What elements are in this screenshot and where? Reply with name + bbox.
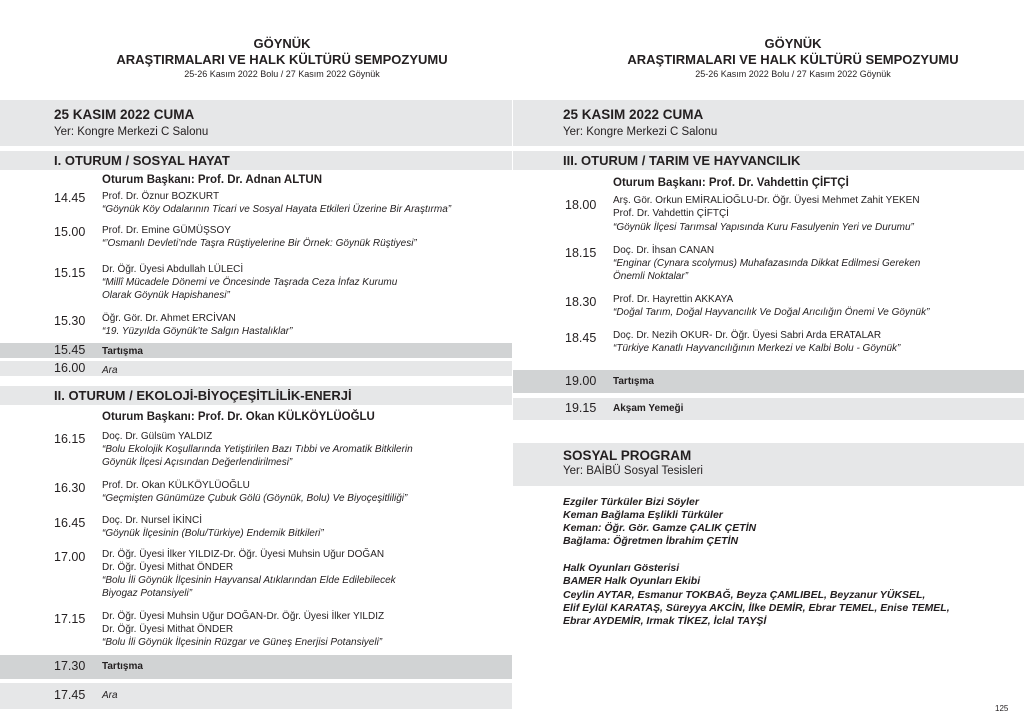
social-line: Halk Oyunları Gösterisi — [563, 562, 680, 574]
social-line: Ebrar AYDEMİR, Irmak TİKEZ, İclal TAYŞİ — [563, 615, 767, 627]
talk-speaker: Doç. Dr. İhsan CANAN — [613, 245, 715, 256]
header-line2: ARAŞTIRMALARI VE HALK KÜLTÜRÜ SEMPOZYUMU — [627, 52, 959, 67]
talk-title: “Bolu İli Göynük İlçesinin Hayvansal Atıklarından Elde Edilebilecek — [102, 575, 396, 586]
social-program-title: SOSYAL PROGRAM — [563, 448, 692, 463]
talk-title-cont: Önemli Noktalar” — [613, 271, 689, 282]
dinner-time: 19.15 — [565, 401, 597, 415]
talk-title-cont: Göynük İlçesi Açısından Değerlendirilmesi” — [102, 457, 293, 468]
talk-title: “Türkiye Kanatlı Hayvancılığının Merkezi ve Kalbi Bolu - Göynük” — [613, 343, 901, 354]
talk-time: 16.45 — [54, 516, 86, 530]
talk-title: “Geçmişten Günümüze Çubuk Gölü (Göynük, Bolu) Ve Biyoçeşitliliği” — [102, 493, 408, 504]
talk-title-cont: Biyogaz Potansiyeli” — [102, 588, 193, 599]
talk-speaker: Öğr. Gör. Dr. Ahmet ERCİVAN — [102, 313, 236, 324]
session1-chair: Oturum Başkanı: Prof. Dr. Adnan ALTUN — [102, 174, 323, 186]
talk-time: 15.30 — [54, 314, 86, 328]
talk-title: “’Osmanlı Devleti’nde Taşra Rüştiyelerine Bir Örnek: Göynük Rüştiyesi” — [102, 238, 417, 249]
left-page — [52, 0, 512, 727]
break-label: Ara — [102, 365, 118, 376]
session3-chair: Oturum Başkanı: Prof. Dr. Vahdettin ÇİFTÇİ — [613, 177, 849, 189]
discussion-label: Tartışma — [102, 661, 143, 672]
talk-time: 14.45 — [54, 191, 86, 205]
session2-title: II. OTURUM / EKOLOJİ-BİYOÇEŞİTLİLİK-ENERJİ — [54, 388, 352, 403]
talk-time: 16.15 — [54, 432, 86, 446]
talk-title: “Göynük Köy Odalarının Ticari ve Sosyal Hayata Etkileri Üzerine Bir Araştırma” — [102, 204, 452, 215]
session3-title: III. OTURUM / TARIM VE HAYVANCILIK — [563, 153, 801, 168]
social-line: Keman: Öğr. Gör. Gamze ÇALIK ÇETİN — [563, 522, 757, 534]
talk-speaker: Prof. Dr. Hayrettin AKKAYA — [613, 294, 734, 305]
talk-speaker-cont: Dr. Öğr. Üyesi Mithat ÖNDER — [102, 624, 234, 635]
date-heading: 25 KASIM 2022 CUMA — [54, 107, 195, 122]
talk-title: “Millî Mücadele Dönemi ve Öncesinde Taşrada Ceza İnfaz Kurumu — [102, 277, 398, 288]
page-number: 125 — [995, 704, 1009, 713]
discussion-time: 17.30 — [54, 659, 86, 673]
header-line1: GÖYNÜK — [253, 36, 311, 51]
talk-speaker: Dr. Öğr. Üyesi Abdullah LÜLECİ — [102, 264, 244, 275]
talk-title: “Enginar (Cynara scolymus) Muhafazasında Dikkat Edilmesi Gereken — [613, 258, 921, 269]
talk-speaker: Prof. Dr. Okan KÜLKÖYLÜOĞLU — [102, 480, 250, 491]
talk-time: 15.15 — [54, 266, 86, 280]
talk-time: 18.45 — [565, 331, 597, 345]
session2-chair: Oturum Başkanı: Prof. Dr. Okan KÜLKÖYLÜOĞLU — [102, 411, 375, 423]
header-line1: GÖYNÜK — [764, 36, 822, 51]
header-line2: ARAŞTIRMALARI VE HALK KÜLTÜRÜ SEMPOZYUMU — [116, 52, 448, 67]
talk-time: 18.00 — [565, 198, 597, 212]
social-line: Ceylin AYTAR, Esmanur TOKBAĞ, Beyza ÇAMLIBEL, Beyzanur YÜKSEL, — [563, 589, 926, 601]
talk-speaker: Prof. Dr. Öznur BOZKURT — [102, 191, 220, 202]
talk-title: “Göynük İlçesi Tarımsal Yapısında Kuru Fasulyenin Yeri ve Durumu” — [613, 222, 914, 233]
social-venue: Yer: BAİBÜ Sosyal Tesisleri — [563, 465, 703, 477]
talk-title: “Doğal Tarım, Doğal Hayvancılık Ve Doğal Arıcılığın Önemi Ve Göynük” — [613, 307, 930, 318]
social-line: Bağlama: Öğretmen İbrahim ÇETİN — [563, 535, 739, 547]
break-time: 16.00 — [54, 361, 86, 375]
venue: Yer: Kongre Merkezi C Salonu — [54, 126, 209, 138]
talk-time: 17.15 — [54, 612, 86, 626]
talk-speaker: Dr. Öğr. Üyesi İlker YILDIZ-Dr. Öğr. Üyesi Muhsin Uğur DOĞAN — [102, 549, 385, 560]
date-heading: 25 KASIM 2022 CUMA — [563, 107, 704, 122]
talk-speaker: Dr. Öğr. Üyesi Muhsin Uğur DOĞAN-Dr. Öğr. Üyesi İlker YILDIZ — [102, 611, 385, 622]
talk-speaker-cont: Dr. Öğr. Üyesi Mithat ÖNDER — [102, 562, 234, 573]
talk-time: 16.30 — [54, 481, 86, 495]
talk-speaker-cont: Prof. Dr. Vahdettin ÇİFTÇİ — [613, 208, 729, 219]
social-line: BAMER Halk Oyunları Ekibi — [563, 575, 701, 587]
talk-title: “Göynük İlçesinin (Bolu/Türkiye) Endemik Bitkileri” — [102, 528, 324, 539]
discussion-label: Tartışma — [102, 346, 143, 357]
talk-title: “Bolu İli Göynük İlçesinin Rüzgar ve Güneş Enerjisi Potansiyeli” — [102, 637, 383, 648]
social-line: Elif Eylül KARATAŞ, Süreyya AKCİN, İlke DEMİR, Ebrar TEMEL, Enise TEMEL, — [563, 602, 950, 614]
break-time: 17.45 — [54, 688, 86, 702]
talk-title: “19. Yüzyılda Göynük’te Salgın Hastalıklar” — [102, 326, 293, 337]
talk-speaker: Prof. Dr. Emine GÜMÜŞSOY — [102, 225, 231, 236]
talk-title: “Bolu Ekolojik Koşullarında Yetiştirilen Bazı Tıbbi ve Aromatik Bitkilerin — [102, 444, 413, 455]
discussion-label: Tartışma — [613, 376, 654, 387]
dinner-label: Akşam Yemeği — [613, 403, 684, 414]
header-dates: 25-26 Kasım 2022 Bolu / 27 Kasım 2022 Göynük — [695, 69, 891, 79]
talk-time: 15.00 — [54, 225, 86, 239]
talk-speaker: Doç. Dr. Nezih OKUR- Dr. Öğr. Üyesi Sabri Arda ERATALAR — [613, 330, 882, 341]
discussion-time: 19.00 — [565, 374, 597, 388]
talk-time: 18.15 — [565, 246, 597, 260]
talk-speaker: Arş. Gör. Orkun EMİRALİOĞLU-Dr. Öğr. Üyesi Mehmet Zahit YEKEN — [613, 195, 920, 206]
venue: Yer: Kongre Merkezi C Salonu — [563, 126, 718, 138]
break-label: Ara — [102, 690, 118, 701]
social-line: Keman Bağlama Eşlikli Türküler — [563, 509, 723, 521]
social-line: Ezgiler Türküler Bizi Söyler — [563, 496, 699, 508]
talk-speaker: Doç. Dr. Gülsüm YALDIZ — [102, 431, 213, 442]
header-dates: 25-26 Kasım 2022 Bolu / 27 Kasım 2022 Göynük — [184, 69, 380, 79]
talk-time: 17.00 — [54, 550, 86, 564]
discussion-time: 15.45 — [54, 343, 86, 357]
session1-title: I. OTURUM / SOSYAL HAYAT — [54, 153, 230, 168]
talk-time: 18.30 — [565, 295, 597, 309]
talk-speaker: Doç. Dr. Nursel İKİNCİ — [102, 515, 203, 526]
talk-title-cont: Olarak Göynük Hapishanesi” — [102, 290, 230, 301]
right-page — [563, 0, 1023, 727]
